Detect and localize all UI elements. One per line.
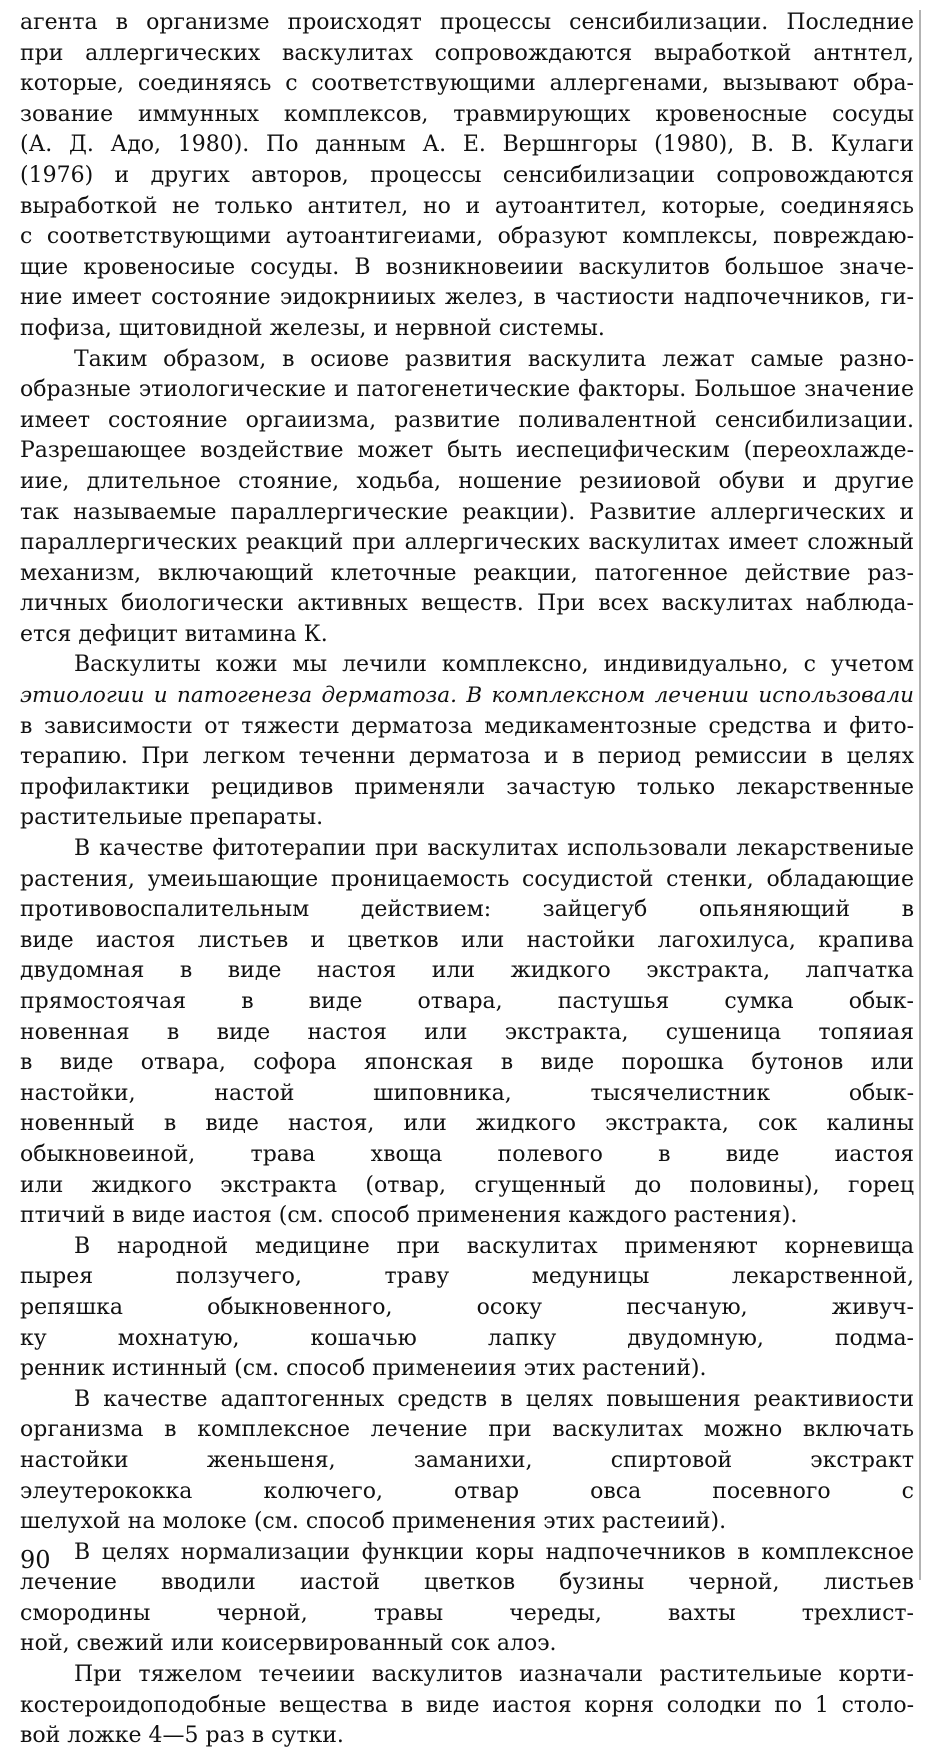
text-line: личных биологически активных веществ. При всех васкулитах наблюда- xyxy=(20,591,914,617)
text-line: ние имеет состояние эидокрнииых желез, в частиости надпочечников, ги- xyxy=(20,285,914,311)
text-line: птичий в виде иастоя (см. способ применения каждого растения). xyxy=(20,1203,798,1229)
text-line: выработкой не только антител, но и аутоантител, которые, соединяясь xyxy=(20,193,914,219)
text-line: репяшка обыкновенного, осоку песчаную, живуч- xyxy=(20,1294,914,1320)
text-line: При тяжелом течеиии васкулитов иазначали растительиые корти- xyxy=(74,1662,914,1688)
text-line: в зависимости от тяжести дерматоза медикаментозные средства и фито- xyxy=(20,713,914,739)
paragraph xyxy=(20,834,914,1232)
text-line: при аллергических васкулитах сопровождаются выработкой антнтел, xyxy=(20,40,914,66)
text-line: терапию. При легком теченни дерматоза и в период ремиссии в целях xyxy=(20,744,914,770)
paragraph xyxy=(20,8,914,345)
text-line: ренник истинный (см. способ применеиия этих растений). xyxy=(20,1356,707,1382)
page-text xyxy=(20,8,914,1752)
text-line: щие кровеносиые сосуды. В возникновеиии васкулитов большое значе- xyxy=(20,254,914,280)
text-line: ется дефицит витамина К. xyxy=(20,621,328,647)
text-line: этиологии и патогенеза дерматоза. В комплексном лечении использовали xyxy=(20,683,914,709)
text-line: или жидкого экстракта (отвар, сгущенный до половины), горец xyxy=(20,1172,914,1198)
paragraph xyxy=(20,1538,914,1660)
text-line: механизм, включающий клеточные реакции, патогенное действие раз- xyxy=(20,560,914,586)
text-line: образные этиологические и патогенетические факторы. Большое значение xyxy=(20,377,914,403)
text-line: смородины черной, травы череды, вахты трехлист- xyxy=(20,1600,914,1626)
text-line: лечение вводили иастой цветков бузины черной, листьев xyxy=(20,1570,914,1596)
text-line: настойки, настой шиповника, тысячелистник обык- xyxy=(20,1080,914,1106)
text-line: двудомная в виде настоя или жидкого экстракта, лапчатка xyxy=(20,958,914,984)
text-line: растения, умеиьшающие проницаемость сосудистой стенки, обладающие xyxy=(20,866,914,892)
text-line: в виде отвара, софора японская в виде порошка бутонов или xyxy=(20,1050,914,1076)
text-line: новенная в виде настоя или экстракта, сушеница топяиая xyxy=(20,1019,914,1045)
text-line: иие, длительное стояние, ходьба, ношение резииовой обуви и другие xyxy=(20,468,914,494)
text-line: так называемые параллергические реакции). Развитие аллергических и xyxy=(20,499,914,525)
text-line: растительиые препараты. xyxy=(20,805,324,831)
text-line: костероидоподобные вещества в виде иастоя корня солодки по 1 столо- xyxy=(20,1692,914,1718)
paragraph xyxy=(20,345,914,651)
text-line: В народной медицине при васкулитах применяют корневища xyxy=(74,1233,914,1259)
text-line: новенный в виде настоя, или жидкого экстракта, сок калины xyxy=(20,1111,914,1137)
text-line: организма в комплексное лечение при васкулитах можно включать xyxy=(20,1417,914,1443)
text-line: имеет состояние оргаиизма, развитие поливалентной сенсибилизации. xyxy=(20,407,914,433)
text-line: В целях нормализации функции коры надпочечников в комплексное xyxy=(74,1539,914,1565)
text-line: зование иммунных комплексов, травмирующих кровеносные сосуды xyxy=(20,101,914,127)
text-line: вой ложке 4—5 раз в сутки. xyxy=(20,1723,344,1749)
text-line: обыкновеиной, трава хвоща полевого в виде иастоя xyxy=(20,1141,914,1167)
text-line: В качестве фитотерапии при васкулитах использовали лекарствениые xyxy=(74,836,914,862)
text-line: Разрешающее воздействие может быть иеспецифическим (переохлажде- xyxy=(20,438,914,464)
text-line: параллергических реакций при аллергических васкулитах имеет сложный xyxy=(20,530,914,556)
text-line: В качестве адаптогенных средств в целях повышения реактивиости xyxy=(74,1386,914,1412)
paragraph xyxy=(20,650,914,834)
text-line: пофиза, щитовидной железы, и нервной системы. xyxy=(20,315,605,341)
text-line: (А. Д. Адо, 1980). По данным А. Е. Вершнгоры (1980), В. В. Кулаги xyxy=(20,132,914,158)
text-line: ной, свежий или коисервированный сок алоэ. xyxy=(20,1631,557,1657)
text-line: Васкулиты кожи мы лечили комплексно, индивидуально, с учетом xyxy=(74,652,914,678)
text-line: Таким образом, в осиове развития васкулита лежат самые разно- xyxy=(74,346,914,372)
text-line: которые, соединяясь с соответствующими аллергенами, вызывают обра- xyxy=(20,71,914,97)
text-line: шелухой на молоке (см. способ применения этих растеиий). xyxy=(20,1509,727,1535)
text-line: профилактики рецидивов применяли зачастую только лекарственные xyxy=(20,774,914,800)
page-number: 90 xyxy=(20,1546,51,1574)
paragraph xyxy=(20,1385,914,1538)
text-line: (1976) и других авторов, процессы сенсибилизации сопровождаются xyxy=(20,162,914,188)
text-line: прямостоячая в виде отвара, пастушья сумка обык- xyxy=(20,989,914,1014)
text-line: элеутерококка колючего, отвар овса посевного с xyxy=(20,1478,914,1504)
text-line: настойки женьшеня, заманихи, спиртовой экстракт xyxy=(20,1447,914,1473)
paragraph xyxy=(20,1660,914,1752)
text-line: с соответствующими аутоантигеиами, образуют комплексы, повреждаю- xyxy=(20,224,914,250)
text-line: виде иастоя листьев и цветков или настойки лагохилуса, крапива xyxy=(20,927,914,953)
text-line: пырея ползучего, траву медуницы лекарственной, xyxy=(20,1264,914,1290)
paragraph xyxy=(20,1232,914,1385)
text-line: агента в организме происходят процессы сенсибилизации. Последние xyxy=(20,10,914,35)
page-edge-divider xyxy=(919,10,921,1580)
text-line: противовоспалительным действием: зайцегуб опьяняющий в xyxy=(20,897,914,923)
text-line: ку мохнатую, кошачью лапку двудомную, подма- xyxy=(20,1325,914,1351)
